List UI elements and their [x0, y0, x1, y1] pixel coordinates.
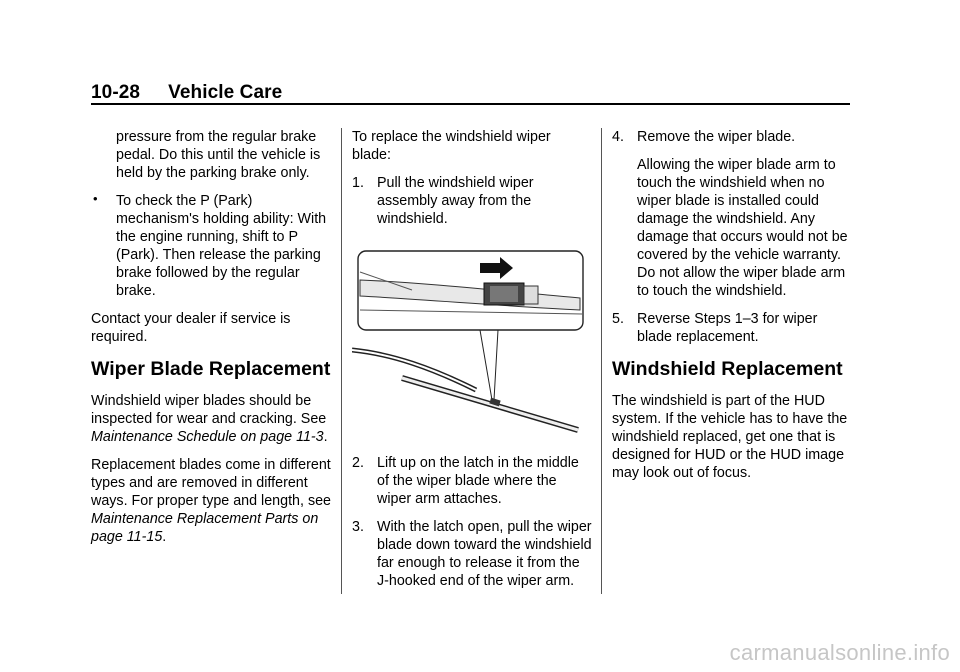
procedure-intro: To replace the windshield wiper blade: [352, 129, 551, 163]
step-4: 4. Remove the wiper blade. [612, 129, 796, 145]
park-check-bullet: • To check the P (Park) mechanism's holding ability: With the engine running, shift to P (Park). Then release the parking brake followed by the regular brake. [93, 191, 327, 299]
page-header [91, 82, 282, 104]
maintenance-schedule-link[interactable]: Maintenance Schedule on page 11-3 [91, 429, 324, 445]
watermark: carmanualsonline.info [729, 640, 950, 665]
column-1 [91, 128, 331, 556]
replacement-parts-link[interactable]: Maintenance Replacement Parts on page 11-15 [91, 511, 319, 545]
column-3 [612, 128, 852, 492]
wiper-latch-diagram [352, 250, 586, 436]
windshield-paragraph: The windshield is part of the HUD system. If the vehicle has to have the windshield replaced, get one that is designed for HUD or the HUD image may look out of focus. [612, 393, 848, 481]
step-5: 5. Reverse Steps 1–3 for wiper blade replacement. [612, 311, 818, 345]
wiper-illustration [352, 250, 586, 436]
step-4-note: Allowing the wiper blade arm to touch the windshield when no wiper blade is installed could damage the windshield. Any damage that occurs would not be covered by the vehicle warranty. Do not allow the wiper blade arm to touch the windshield. [637, 157, 848, 299]
column-divider-2 [601, 128, 602, 594]
bullet-icon: • [93, 191, 98, 206]
section-title: Vehicle Care [168, 82, 283, 103]
brake-paragraph: pressure from the regular brake pedal. Do this until the vehicle is held by the parking brake only. [116, 129, 321, 181]
replacement-blades-paragraph: Replacement blades come in different types and are removed in different ways. For proper type and length, see Maintenance Replacement Parts on page 11-15. [91, 457, 332, 545]
page-number: 10-28 [91, 82, 141, 103]
inspection-paragraph: Windshield wiper blades should be inspected for wear and cracking. See Maintenance Schedule on page 11-3. [91, 393, 328, 445]
step-2: 2. Lift up on the latch in the middle of the wiper blade where the wiper arm attaches. [352, 455, 579, 507]
step-1: 1. Pull the windshield wiper assembly away from the windshield. [352, 175, 534, 227]
wiper-blade-heading: Wiper Blade Replacement [91, 358, 331, 380]
column-2 [352, 128, 592, 600]
step-3: 3. With the latch open, pull the wiper blade down toward the windshield far enough to release it from the J-hooked end of the wiper arm. [352, 519, 592, 589]
column-divider-1 [341, 128, 342, 594]
contact-dealer-paragraph: Contact your dealer if service is required. [91, 311, 291, 345]
windshield-heading: Windshield Replacement [612, 358, 843, 380]
header-rule [91, 103, 850, 105]
